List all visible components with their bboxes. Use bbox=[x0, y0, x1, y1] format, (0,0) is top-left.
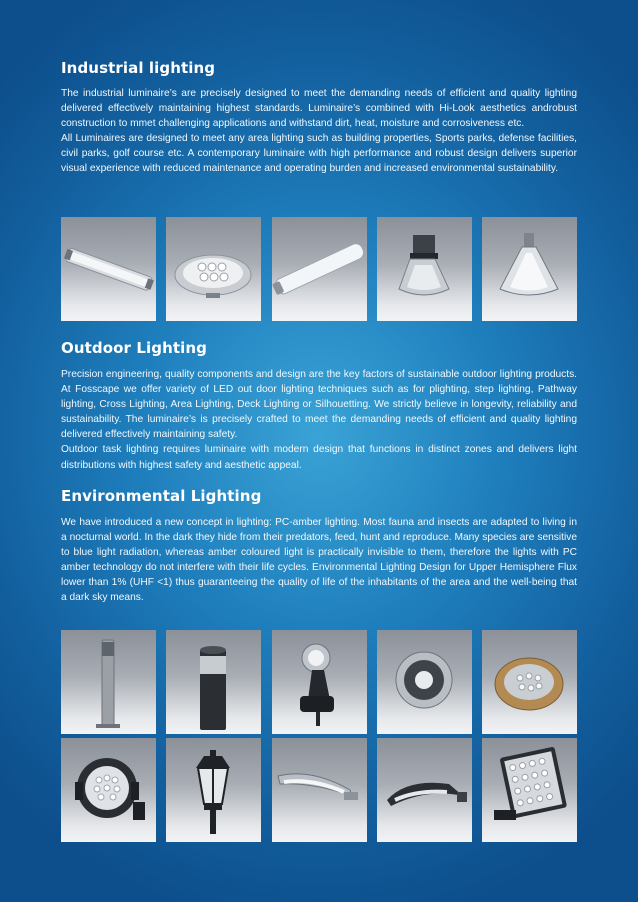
outdoor-paragraph-2: Outdoor task lighting requires luminaire with modern design that functions in distinct zones and delivers light distributions with highest safety and aesthetic appeal. bbox=[61, 444, 577, 471]
round-led-floodlight-image bbox=[166, 217, 261, 321]
high-bay-reflector-luminaire-image bbox=[482, 217, 577, 321]
industrial-image-row bbox=[61, 217, 577, 321]
linear-tube-luminaire-image bbox=[61, 217, 156, 321]
environmental-image-row-1 bbox=[61, 630, 577, 734]
inground-uplight-image bbox=[377, 630, 472, 734]
inground-led-uplight-image bbox=[482, 630, 577, 734]
environmental-title: Environmental Lighting bbox=[61, 487, 262, 505]
industrial-text bbox=[61, 86, 577, 177]
street-light-image bbox=[272, 738, 367, 842]
outdoor-paragraph-1: Precision engineering, quality components and design are the key factors of sustainable outdoor lighting products. At Fosscape we offer variety of LED out door lighting techniques such as for plighting, step lighting, Pathway lighting, Cross Lighting, Area Lighting, Deck Lighting or Silhouetting. We strictly believe in longevity, reliability and sustainability. The luminaire’s is precisely crafted to meet the demanding needs of efficient and quality lighting delivered effectively maintaining safety. bbox=[61, 369, 577, 441]
industrial-title: Industrial lighting bbox=[61, 59, 216, 77]
high-bay-luminaire-image bbox=[377, 217, 472, 321]
lantern-post-top-image bbox=[166, 738, 261, 842]
bollard-light-image bbox=[166, 630, 261, 734]
area-street-light-image bbox=[377, 738, 472, 842]
outdoor-text bbox=[61, 367, 577, 473]
environmental-image-row-2 bbox=[61, 738, 577, 842]
spot-light-with-spike-image bbox=[272, 630, 367, 734]
environmental-text bbox=[61, 515, 577, 606]
industrial-paragraph-2: All Luminaires are designed to meet any area lighting such as building properties, Sports parks, defense facilities, civil parks, golf course etc. A contemporary luminaire with high performance and robust design delivers superior visual experience with reduced maintenance and operating burden and increased environmental sustainability. bbox=[61, 133, 577, 175]
outdoor-title: Outdoor Lighting bbox=[61, 339, 208, 357]
led-flood-panel-image bbox=[482, 738, 577, 842]
environmental-paragraph-1: We have introduced a new concept in lighting: PC-amber lighting. Most fauna and insects are adapted to living in a nocturnal world. In the dark they hide from their predators, feed, hunt and reproduce. Many species are sensitive to blue light radiation, whereas amber coloured light is practically invisible to them, therefore the lights with PC amber technology do not interfere with their life cycles. Environmental Lighting Design for Upper Hemisphere Flux lower than 1% (UHF <1) thus guaranteeing the quality of life of the inhabitants of the area and the well-being that a dark sky means. bbox=[61, 517, 577, 604]
bollard-pole-light-image bbox=[61, 630, 156, 734]
stadium-floodlight-image bbox=[61, 738, 156, 842]
linear-led-batten-image bbox=[272, 217, 367, 321]
industrial-paragraph-1: The industrial luminaire’s are precisely designed to meet the demanding needs of efficient and quality lighting delivered effectively maintaining highest standards. Luminaire’s combined with Hi-Look aesthetics androbust construction to mmet challenging applications and withstand dirt, heat, moisture and corrosiveness etc. bbox=[61, 88, 577, 130]
